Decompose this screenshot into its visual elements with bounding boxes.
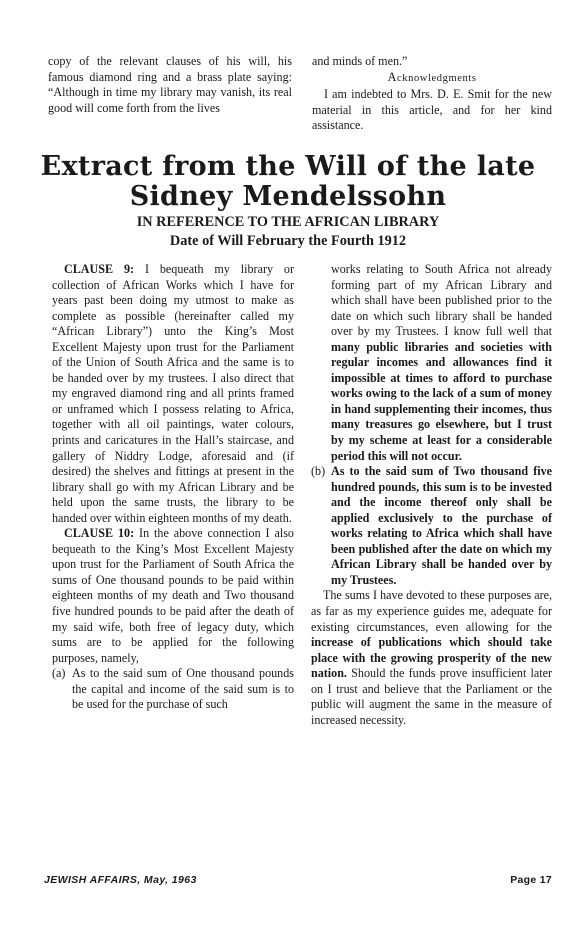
item-a-marker: (a) bbox=[52, 666, 66, 681]
closing-paragraph bbox=[311, 588, 552, 728]
journal-name: JEWISH AFFAIRS, May, 1963 bbox=[44, 874, 197, 886]
main-left-column bbox=[52, 262, 294, 713]
closing-text-2: Should the funds prove insufficient later on I trust and believe that the Parliament or the public will augment the same in the measure of increased necessity. bbox=[311, 666, 552, 727]
top-right-column bbox=[312, 54, 552, 134]
item-a-text-plain: works relating to South Africa not already forming part of my African Library and which shall have been published prior to the date on which such library shall be handed over by my Trustees. I know full well that bbox=[331, 262, 552, 339]
acknowledgments-text: I am indebted to Mrs. D. E. Smit for the new material in this article, and for her kind assistance. bbox=[312, 87, 552, 133]
item-a-continued bbox=[311, 262, 552, 464]
preceding-article-continuation: and minds of men.” bbox=[312, 54, 408, 68]
top-left-column bbox=[48, 54, 292, 116]
closing-text-1: The sums I have devoted to these purposes are, as far as my experience guides me, adequate for existing circumstances, even allowing for the bbox=[311, 588, 552, 634]
page-footer bbox=[44, 874, 552, 890]
clause-9-paragraph bbox=[52, 262, 294, 526]
article-subtitle bbox=[40, 213, 536, 251]
acknowledgments-heading: Acknowledgments bbox=[387, 69, 477, 84]
item-b-marker: (b) bbox=[311, 464, 326, 479]
article-title bbox=[40, 152, 536, 212]
clause-10-paragraph bbox=[52, 526, 294, 666]
item-a-text-bold: many public libraries and societies with regular incomes and allowances find it impossible at times to afford to purchase works owing to the lack of a sum of money in hand supplementing their incomes, thus many treasures go elsewhere, but I trust by my scheme at least for a considerable period this will not occur. bbox=[331, 339, 552, 463]
clause-10-text: In the above connection I also bequeath to the King’s Most Excellent Majesty upon trust for the Parliament of South Africa the sums of One thousand pounds to be paid within eighteen months of my death and Two thousand five hundred pounds to be paid after the death of my said wife, both free of legacy duty, which sums are to be applied for the following purposes, namely, bbox=[52, 526, 294, 665]
item-a bbox=[52, 666, 294, 713]
item-a-text-continued bbox=[331, 262, 552, 464]
preceding-article-paragraph: copy of the relevant clauses of his will, his famous diamond ring and a brass plate saying: “Although in time my library may vanish, its real good will come forth from the lives bbox=[48, 54, 292, 115]
clause-9-text: I bequeath my library or collection of African Works which I have for years past been doing my utmost to make as complete as possible (hereinafter called my “African Library”) unto the King’s Most Excellent Majesty upon trust for the Parliament of the Union of South Africa and the same is to be handed over by my trustees. I also direct that my engraved diamond ring and all prints framed or unframed which I possess relating to Africa, together with all oil paintings, water colours, prints and caricatures in the Hall’s staircase, and gallery of Niddry Lodge, aforesaid and (if desired) the shelves and fittings at present in the library shall go with my African Library and be held upon the same trusts, the library to be handed over within eighteen months of my death. bbox=[52, 262, 294, 525]
clause-10-label: CLAUSE 10: bbox=[64, 526, 135, 541]
main-right-column bbox=[311, 262, 552, 728]
item-a-text-start: As to the said sum of One thousand pounds the capital and income of the said sum is to be used for the purchase of such bbox=[72, 666, 294, 712]
item-b-text: As to the said sum of Two thousand five hundred pounds, this sum is to be invested and the income thereof only shall be applied exclusively to the purchase of works relating to Africa which shall have been published after the date on which my African Library shall be handed over by my Trustees. bbox=[331, 464, 552, 587]
closing-text-bold: increase of publications which should take place with the growing prosperity of the new nation. bbox=[311, 635, 552, 681]
article-title-line-2: Sidney Mendelssohn bbox=[129, 181, 447, 212]
article-title-line-1: Extract from the Will of the late bbox=[40, 151, 536, 182]
clause-9-label: CLAUSE 9: bbox=[64, 262, 135, 276]
item-b bbox=[311, 464, 552, 588]
page-number: Page 17 bbox=[510, 874, 552, 886]
subtitle-date: Date of Will February the Fourth 1912 bbox=[169, 233, 407, 249]
subtitle-reference: IN REFERENCE TO THE AFRICAN LIBRARY bbox=[136, 214, 440, 230]
